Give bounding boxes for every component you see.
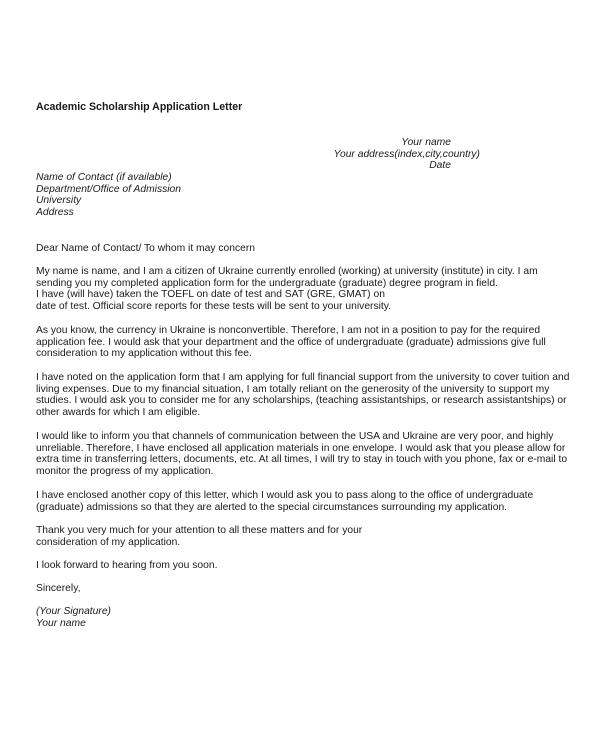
recipient-university: University bbox=[36, 195, 82, 207]
paragraph-line: Thank you very much for your attention to all these matters and for your bbox=[36, 525, 363, 536]
paragraph-line: I have (will have) taken the TOEFL on date of test and SAT (GRE, GMAT) on bbox=[36, 289, 385, 301]
body-paragraph bbox=[36, 560, 576, 572]
paragraph-line: sending you my completed application form for the undergraduate (graduate) degree program in field. bbox=[36, 277, 498, 289]
sender-name: Your name bbox=[401, 137, 451, 148]
sender-address: Your address(index,city,country) bbox=[333, 148, 480, 160]
recipient-block bbox=[36, 172, 181, 218]
body-paragraph bbox=[36, 325, 576, 360]
signature-name: Your name bbox=[36, 617, 86, 629]
body-paragraph bbox=[36, 525, 576, 548]
paragraph-line: (graduate) admissions so that they are alerted to the special circumstances surrounding my application. bbox=[36, 501, 508, 513]
paragraph-line: monitor the progress of my application. bbox=[36, 465, 214, 477]
paragraph-line: extra time in transferring letters, documents, etc. At all times, I will try to stay in touch with you phone, fax or e-mail to bbox=[36, 454, 568, 466]
salutation: Dear Name of Contact/ To whom it may concern bbox=[36, 243, 255, 254]
paragraph-line: As you know, the currency in Ukraine is nonconvertible. Therefore, I am not in a position to pay for the required bbox=[36, 325, 541, 336]
paragraph-line: I would like to inform you that channels of communication between the USA and Ukraine are very poor, and highly bbox=[36, 431, 554, 442]
body-paragraph bbox=[36, 490, 576, 513]
paragraph-line: My name is name, and I am a citizen of Ukraine currently enrolled (working) at university (institute) in city. I am bbox=[36, 266, 538, 277]
sender-block bbox=[334, 137, 480, 172]
letter-title: Academic Scholarship Application Letter bbox=[36, 101, 243, 113]
recipient-address: Address bbox=[36, 206, 74, 218]
paragraph-line: I look forward to hearing from you soon. bbox=[36, 560, 218, 571]
recipient-contact: Name of Contact (if available) bbox=[36, 172, 172, 183]
paragraph-line: I have noted on the application form that I am applying for full financial support from the university to cover tuition and bbox=[36, 372, 570, 383]
paragraph-line: I have enclosed another copy of this letter, which I would ask you to pass along to the office of undergraduate bbox=[36, 490, 534, 501]
paragraph-line: other awards for which I am eligible. bbox=[36, 406, 201, 418]
signature-block bbox=[36, 606, 111, 629]
paragraph-line: unreliable. Therefore, I have enclosed all application materials in one envelope. I would ask that you please allow for bbox=[36, 442, 566, 454]
paragraph-line: living expenses. Due to my financial situation, I am totally reliant on the generosity of the university to support my bbox=[36, 383, 550, 395]
body-paragraph bbox=[36, 266, 576, 312]
signature-placeholder: (Your Signature) bbox=[36, 606, 111, 617]
paragraph-line: application fee. I would ask that your department and the office of undergraduate (graduate) admissions give full bbox=[36, 336, 546, 348]
body-paragraph bbox=[36, 431, 576, 477]
paragraph-line: studies. I would ask you to consider me for any scholarships, (teaching assistantships, or research assistantships) or bbox=[36, 395, 567, 407]
paragraph-line: consideration to my application without this fee. bbox=[36, 348, 252, 360]
body-paragraph bbox=[36, 372, 576, 418]
paragraph-line: date of test. Official score reports for these tests will be sent to your university. bbox=[36, 300, 392, 312]
paragraph-line: consideration of my application. bbox=[36, 536, 181, 548]
recipient-department: Department/Office of Admission bbox=[36, 183, 181, 195]
sender-date: Date bbox=[429, 160, 451, 172]
closing: Sincerely, bbox=[36, 583, 81, 594]
